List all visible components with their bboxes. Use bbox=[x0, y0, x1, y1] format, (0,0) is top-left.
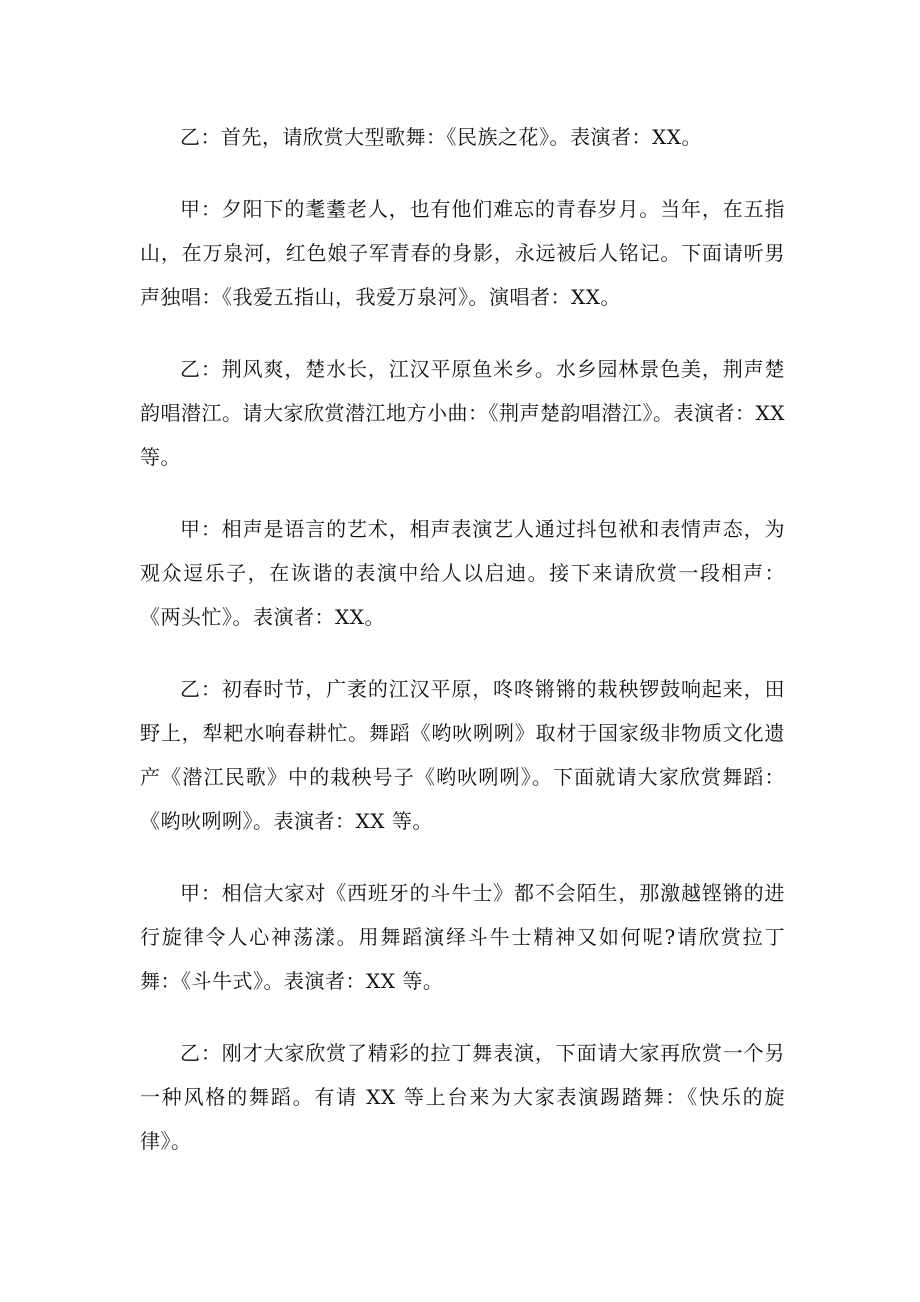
paragraph-7: 乙：刚才大家欣赏了精彩的拉丁舞表演，下面请大家再欣赏一个另一种风格的舞蹈。有请 XX 等上台来为大家表演踢踏舞：《快乐的旋律》。 bbox=[140, 1041, 785, 1153]
paragraph-3: 乙：荆风爽，楚水长，江汉平原鱼米乡。水乡园林景色美，荆声楚韵唱潜江。请大家欣赏潜江地方小曲：《荆声楚韵唱潜江》。表演者：XX 等。 bbox=[140, 357, 785, 469]
paragraph-5: 乙：初春时节，广袤的江汉平原，咚咚锵锵的栽秧锣鼓响起来，田野上，犁耙水响春耕忙。舞蹈《哟吙咧咧》取材于国家级非物质文化遗产《潜江民歌》中的栽秧号子《哟吙咧咧》。下面就请大家欣赏舞蹈：《哟吙咧咧》。表演者：XX 等。 bbox=[140, 677, 785, 833]
paragraph-1: 乙：首先，请欣赏大型歌舞：《民族之花》。表演者：XX。 bbox=[180, 125, 702, 149]
paragraph-6: 甲：相信大家对《西班牙的斗牛士》都不会陌生，那激越铿锵的进行旋律令人心神荡漾。用舞蹈演绎斗牛士精神又如何呢?请欣赏拉丁舞：《斗牛式》。表演者：XX 等。 bbox=[140, 881, 785, 993]
document-body bbox=[140, 115, 785, 1191]
paragraph-4: 甲：相声是语言的艺术，相声表演艺人通过抖包袱和表情声态，为观众逗乐子，在诙谐的表演中给人以启迪。接下来请欣赏一段相声：《两头忙》。表演者：XX。 bbox=[140, 517, 785, 629]
paragraph-2: 甲：夕阳下的耄耋老人，也有他们难忘的青春岁月。当年，在五指山，在万泉河，红色娘子军青春的身影，永远被后人铭记。下面请听男声独唱：《我爱五指山，我爱万泉河》。演唱者：XX。 bbox=[140, 197, 785, 309]
